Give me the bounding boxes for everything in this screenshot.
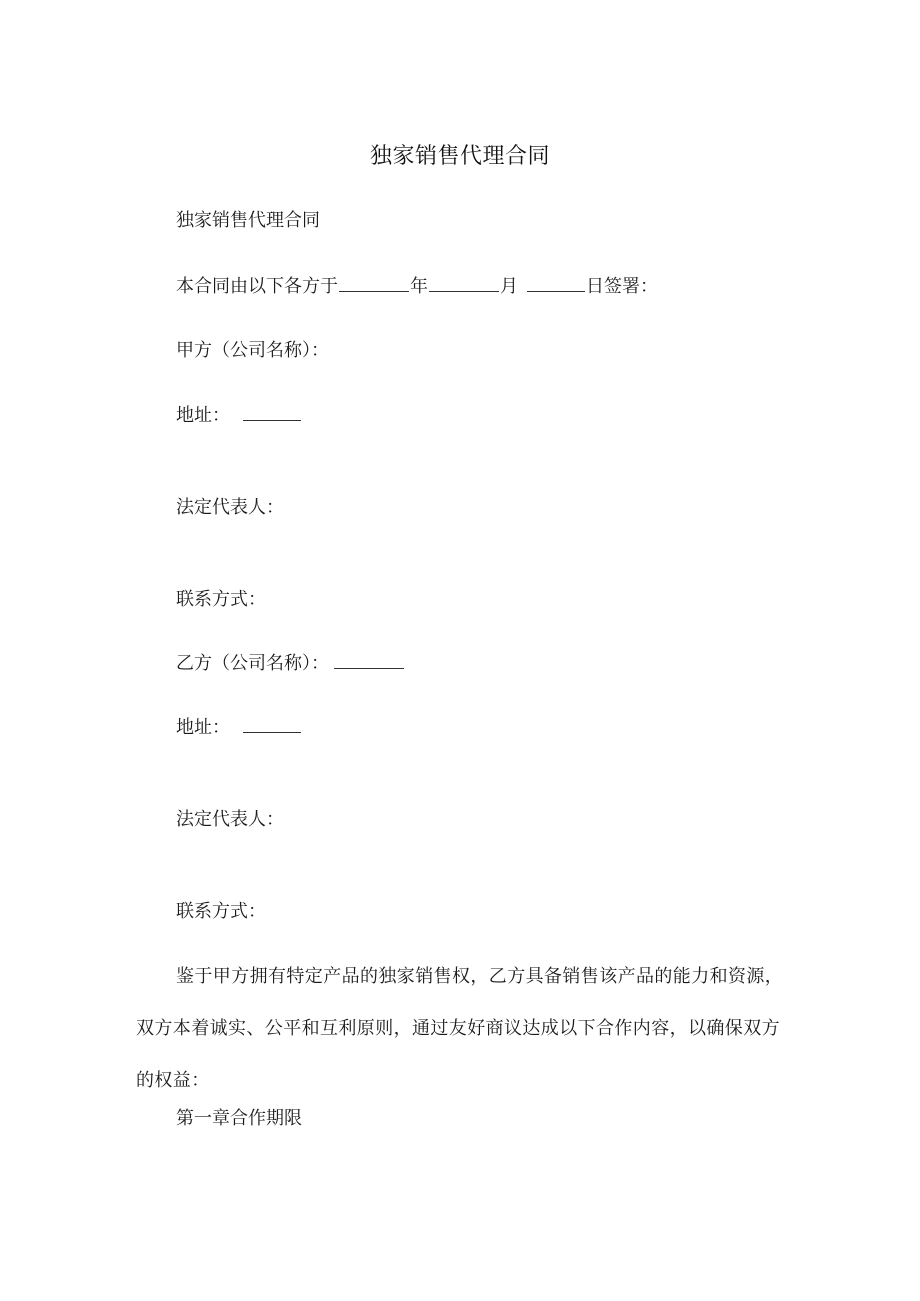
party-b-legal-rep-label: 法定代表人：	[176, 809, 284, 830]
party-b-name-blank	[334, 650, 404, 669]
party-a-address-line	[176, 402, 302, 429]
document-subtitle: 独家销售代理合同	[176, 210, 320, 231]
signing-month-blank	[429, 273, 499, 292]
preamble-paragraph: 鉴于甲方拥有特定产品的独家销售权，乙方具备销售该产品的能力和资源，双方本着诚实、公平和互利原则，通过友好商议达成以下合作内容，以确保双方的权益：	[136, 966, 784, 1091]
party-b-address-blank	[243, 714, 301, 733]
party-a-address-label: 地址：	[176, 405, 230, 426]
signing-year-label: 年	[410, 276, 428, 297]
party-a-legal-rep-label: 法定代表人：	[176, 497, 284, 518]
party-b-address-line	[176, 714, 302, 741]
party-b-address-label: 地址：	[176, 717, 230, 738]
signing-day-blank	[527, 273, 585, 292]
signing-suffix: 日签署：	[586, 276, 658, 297]
chapter-1-heading: 第一章合作期限	[176, 1108, 302, 1129]
document-title: 独家销售代理合同	[369, 144, 550, 169]
party-b-contact-label: 联系方式：	[176, 901, 266, 922]
party-a-name-label: 甲方（公司名称）：	[176, 340, 329, 361]
signing-month-label: 月	[500, 276, 518, 297]
party-b-name-label: 乙方（公司名称）：	[176, 653, 329, 674]
party-b-name-line	[176, 650, 405, 677]
signing-line	[176, 273, 658, 300]
party-a-address-blank	[243, 402, 301, 421]
signing-prefix: 本合同由以下各方于	[176, 276, 338, 297]
party-a-contact-label: 联系方式：	[176, 589, 266, 610]
signing-year-blank	[339, 273, 409, 292]
